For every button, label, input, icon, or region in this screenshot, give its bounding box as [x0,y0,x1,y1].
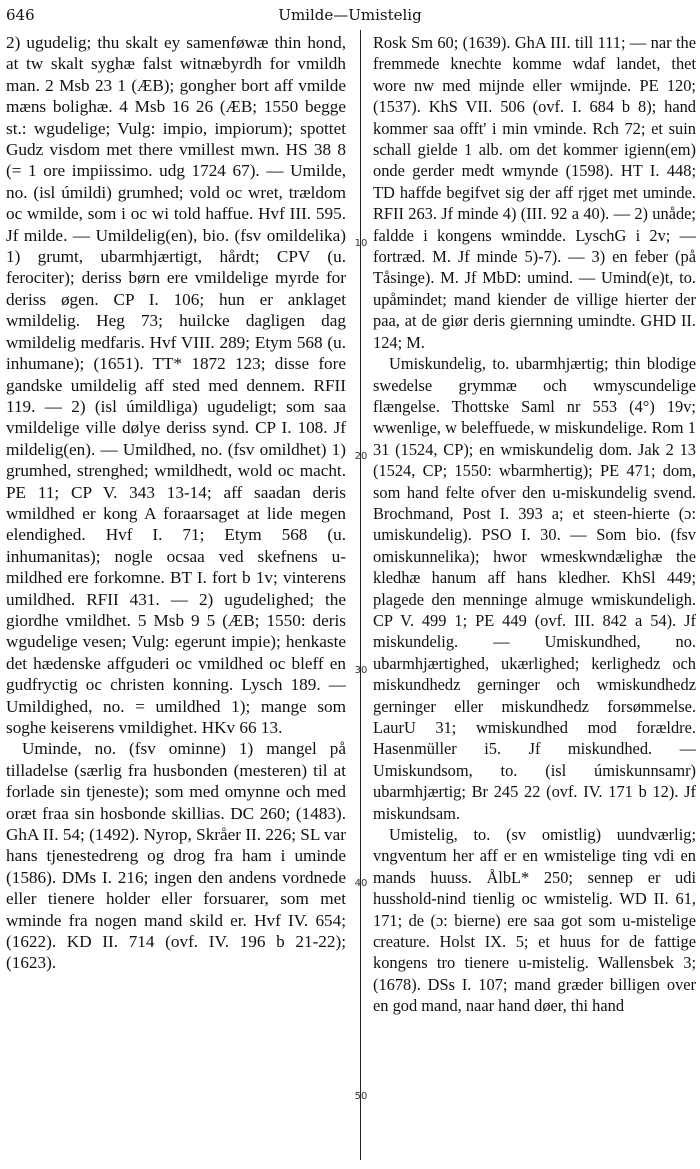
page-number: 646 [6,6,35,24]
line-number-30: 30 [354,665,368,676]
entry-umiskundelig: Umiskundelig, to. ubarmhjærtig; thin blodige swedelse grymmæ och wmyscundelige flængelse. Thottske Saml nr 553 (4°) 19v; wwenlige, w beleffuede, w miskundelige. Rom 1 31 (1524, CP); en wmiskundelig dom. Jak 2 13 (1524, CP; 1550: wbarmhertig); PE 471; dom, som hand felte ofver den u-miskundelig svend. Brochmand, Post I. 393 a; et steen-hierte (ɔ: umiskundelig). PSO I. 30. — Som bio. (fsv omiskunnelika); hwor wmeskwndælighæ the kledhæ hanum aff hans kledher. KhSl 449; plagede den menninge almuge wmiskundeligh. CP V. 499 1; PE 449 (ovf. III. 842 a 54). Jf miskundelig. — Umiskundhed, no. ubarmhjærtighed, ukærlighed; kerlighedz och miskundhedz gerninger och wmiskundhedz gerninger eller miskundhedz forsømmelse. LaurU 31; wmiskundhed mod forældre. Hasenmüller i5. Jf miskundhed. — Umiskundsom, to. (isl úmiskunnsamr) ubarmhjærtig; Br 245 22 (ovf. IV. 171 b 12). Jf miskundsam. [373,354,696,823]
right-column [373,32,696,1162]
line-number-40: 40 [354,878,368,889]
page-header [6,4,694,26]
entry-umilde-group: 2) ugudelig; thu skalt ey samenføwæ thin hond, at tw skalt syghæ falst witnæbyrdh for vmildh man. 2 Msb 23 1 (ÆB); gongher bort aff vmilde mæns bolighæ. 4 Msb 16 26 (ÆB; 1550 begge st.: wgudelige; Vulg: impio, impiorum); spottet Gudz visdom met there vmillest mwn. HS 38 8 (= 1 ore impiissimo. udg 1724 67). — Umilde, no. (isl úmildi) grumhed; vold oc wret, trældom oc wmilde, som i oc wi told haffue. Hvf III. 595. Jf milde. — Umildelig(en), bio. (fsv omildelika) 1) grumt, ubarmhjærtigt, hårdt; CPV (u. ferociter); deriss børn ere vmildelige myrde for deriss øgen. CP I. 106; hun er anklaget wmildelig. Heg 73; huilcke dagligen dag wmildelig medfaris. Hvf VIII. 289; Etym 568 (u. inhumane); (1651). TT* 1872 123; disse fore gandske umildelig aff sted med dennem. RFII 119. — 2) (isl úmildliga) ugudeligt; som saa vmildelige ville dølye deriss synd. CP I. 108. Jf mildelig(en). — Umildhed, no. (fsv omildhet) 1) grumhed, strenghed; wmildhedt, wold oc macht. PE 11; CP V. 343 13-14; aff saadan deris wmildhed er kong A foraarsaget at lide megen elendighed. Hvf I. 71; Etym 568 (u. inhumanitas); nogle ocsaa ved skefnens u-mildhed ere forkomne. BT I. fort b 1v; vinterens umildhed. RFII 431. — 2) ugudelighed; the giordhe vmildhet. 5 Msb 9 5 (ÆB; 1550: deris wgudelige vesen; Vulg: egerunt impie); henkaste det hædenske affguderi oc vmildhed oc bleff en gudfryctig oc christen konning. Lysch 189. — Umildighed, no. = umildhed 1); mange som soghe keiserens vmildighet. HKv 66 13. [6,33,346,737]
left-column [6,32,346,1162]
line-number-20: 20 [354,451,368,462]
entry-umistelig: Umistelig, to. (sv omistlig) uundværlig; vngventum her aff er en wmistelige ting vdi en mands huuss. ÅlbL* 250; sennep er udi husshold-nind tienlig oc wmistelig. WD II. 61, 171; de (ɔ: bierne) ere saa got som u-mistelige creature. Holst IX. 5; et huus for de fattige kongens tro tienere u-mistelig. Wallensbek 3; (1678). DSs I. 107; mand græder billigen over en god mand, naar hand døer, thi hand [373,825,696,1016]
column-divider [360,30,361,1160]
running-title: Umilde—Umistelig [278,6,422,24]
line-number-10: 10 [354,238,368,249]
entry-uminde-continued: Rosk Sm 60; (1639). GhA III. till 111; — nar the fremmede knechte komme wdaf landet, thet wore nw med mijnde eller wmijnde. PE 120; (1537). KhS VII. 506 (ovf. I. 684 b 8); hand kommer saa offt' i min vminde. Rch 72; et suin schall gielde 1 alb. om det kommer igienn(em) onde gerder medt wmynde (1598). HT I. 448; TD haffde begifvet sig der aff rjget met uminde. RFII 263. Jf minde 4) (III. 92 a 40). — 2) unåde; faldde i kongens wmindde. LyschG i 2v; — fortræd. M. Jf minde 5)-7). — 3) en feber (på Tåsinge). M. Jf MbD: umind. — Umind(e)t, to. upåmindet; mand kiender de villige hierter der paa, at de giør deris giernning umindte. GHD II. 124; M. [373,33,696,352]
line-number-50: 50 [354,1091,368,1102]
entry-uminde: Uminde, no. (fsv ominne) 1) mangel på tilladelse (særlig fra husbonden (mesteren) til at forlade sin tjeneste); som med omynne och med oræt fraa sin hosbonde skillias. DC 260; (1483). GhA II. 54; (1492). Nyrop, Skråer II. 226; SL var hans tjenestedreng og drog fra ham i uminde (1586). DMs I. 216; ingen den andens vordnede eller tienere holder eller forsuarer, som met wminde fra nogen mand skild er. Hvf IV. 654; (1622). KD II. 714 (ovf. IV. 196 b 21-22); (1623). [6,739,346,973]
